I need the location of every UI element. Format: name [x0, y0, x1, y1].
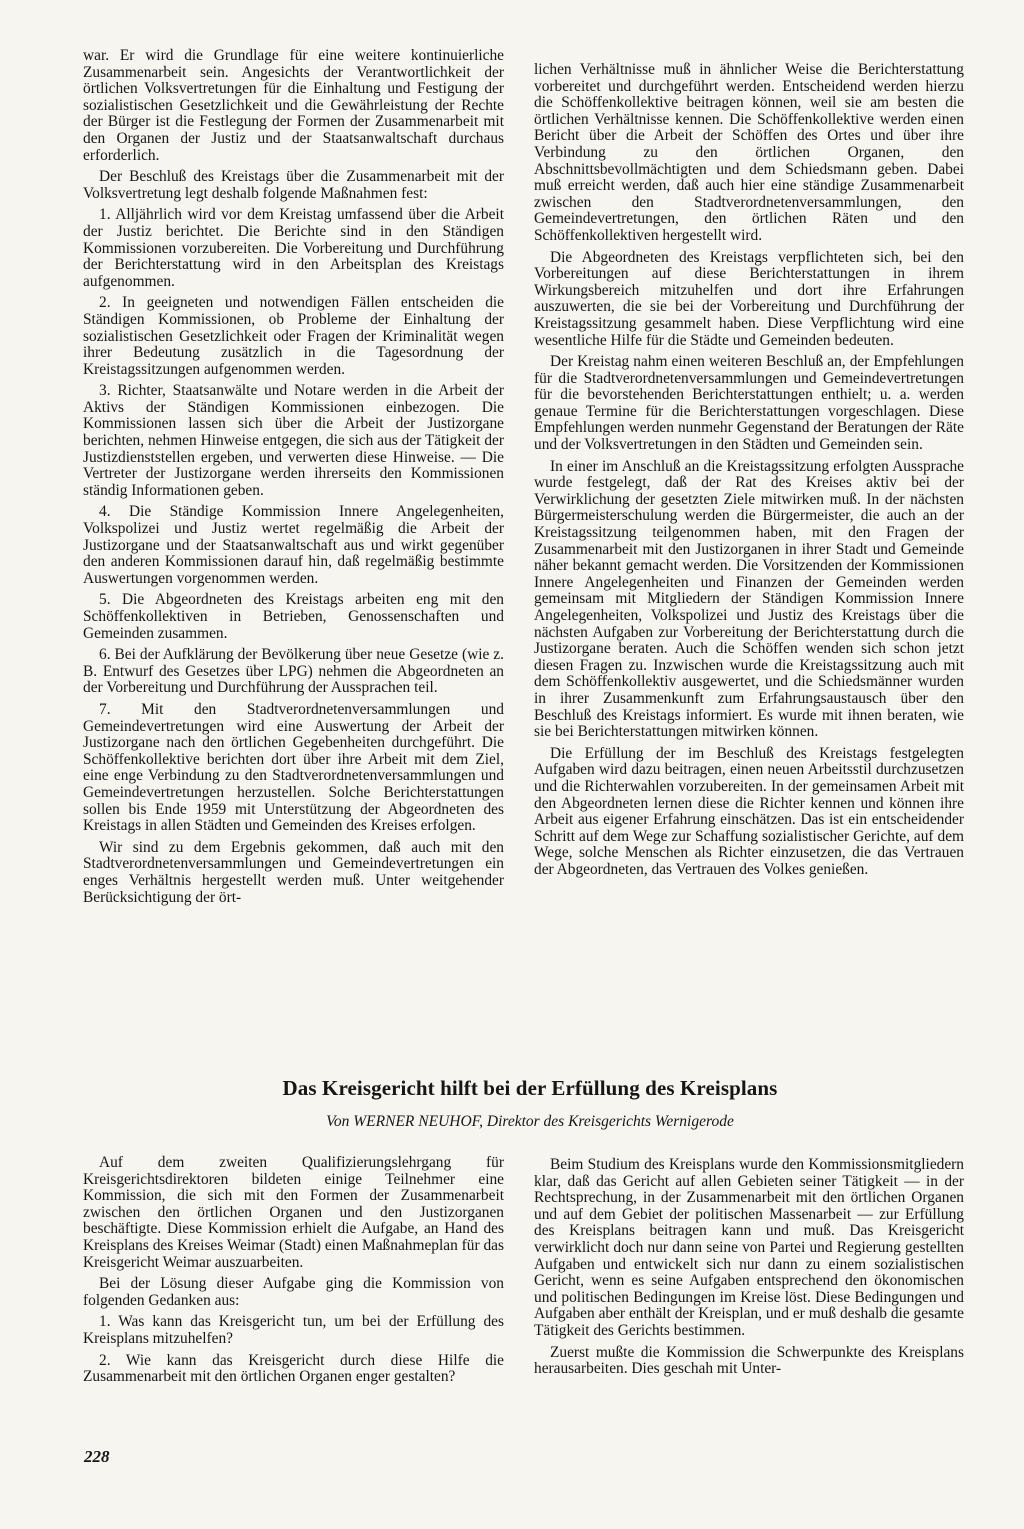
paragraph: war. Er wird die Grundlage für eine weitere kontinuierliche Zusammenarbeit sein. Angesichts der Verantwortlichkeit der örtlichen Volksvertretungen für die Einhaltung und Festigung der sozialistischen Gesetzlichkeit und die Gewährleistung der Rechte der Bürger ist die Festlegung der Formen der Zusammenarbeit mit den Organen der Justiz und der Staatsanwaltschaft durchaus erforderlich. — [83, 47, 504, 164]
paragraph: 4. Die Ständige Kommission Innere Angelegenheiten, Volkspolizei und Justiz wertet regelmäßig die Arbeit der Justizorgane und der Staatsanwaltschaft aus und wirkt gegenüber den anderen Kommissionen darauf hin, daß regelmäßig bestimmte Auswertungen vorgenommen werden. — [83, 503, 504, 587]
article-byline: Von WERNER NEUHOF, Direktor des Kreisgerichts Wernigerode — [326, 1113, 734, 1130]
paragraph: Die Abgeordneten des Kreistags verpflichteten sich, bei den Vorbereitungen auf diese Berichterstattungen in ihrem Wirkungsbereich mitzuhelfen und dort ihre Erfahrungen auszuwerten, die sie bei der Vorbereitung und Durchführung der Kreistagssitzung gesammelt haben. Diese Verpflichtung wird eine wesentliche Hilfe für die Städte und Gemeinden bedeuten. — [534, 248, 964, 349]
paragraph: 1. Was kann das Kreisgericht tun, um bei der Erfüllung des Kreisplans mitzuhelfen? — [83, 1313, 504, 1347]
paragraph: Wir sind zu dem Ergebnis gekommen, daß auch mit den Stadtverordnetenversammlungen und Gemeindevertretungen ein enges Verhältnis hergestellt werden muß. Unter weitgehender Berücksichtigung der ört- — [83, 838, 504, 906]
article-column-bottom-left — [83, 1155, 504, 1391]
paragraph: lichen Verhältnisse muß in ähnlicher Weise die Berichterstattung vorbereitet und durchgeführt werden. Entscheidend werden hierzu die Schöffenkollektive beitragen können, weil sie am besten die örtlichen Verhältnisse kennen. Die Schöffenkollektive werden einen Bericht über die Arbeit der Schöffen des Ortes und über ihre Verbindung zu den örtlichen Organen, den Abschnittsbevollmächtigten und dem Schiedsmann geben. Dabei muß erreicht werden, daß auch hier eine ständige Zusammenarbeit zwischen den Stadtverordnetenversammlungen, den Gemeindevertretungen, den örtlichen Räten und den Schöffenkollektiven hergestellt wird. — [534, 61, 964, 244]
article-column-top-left — [83, 48, 504, 911]
paragraph: 6. Bei der Aufklärung der Bevölkerung über neue Gesetze (wie z. B. Entwurf des Gesetzes über LPG) nehmen die Abgeordneten an der Vorbereitung und Durchführung der Aussprachen teil. — [83, 646, 504, 697]
paragraph: 3. Richter, Staatsanwälte und Notare werden in die Arbeit der Aktivs der Ständigen Kommissionen einbezogen. Die Kommissionen lassen sich über die Arbeit der Justizorgane berichten, nehmen Hinweise entgegen, die sich aus der Tätigkeit der Justizdienststellen ergeben, und verwerten diese Hinweise. — Die Vertreter der Justizorgane werden ihrerseits den Kommissionen ständig Informationen geben. — [83, 382, 504, 499]
paragraph: Der Kreistag nahm einen weiteren Beschluß an, der Empfehlungen für die Stadtverordnetenversammlungen und Gemeindevertretungen für die bevorstehenden Berichterstattungen enthielt; u. a. werden genaue Termine für die Berichterstattungen vorgeschlagen. Diese Empfehlungen werden nunmehr Gegenstand der Beratungen der Räte und der Volksvertretungen in den Städten und Gemeinden sein. — [534, 353, 964, 454]
paragraph: 7. Mit den Stadtverordnetenversammlungen und Gemeindevertretungen wird eine Auswertung der Arbeit der Justizorgane nach den örtlichen Gegebenheiten durchgeführt. Die Schöffenkollektive berichten dort über ihre Arbeit mit dem Ziel, eine enge Verbindung zu den Stadtverordnetenversammlungen und Gemeindevertretungen herzustellen. Solche Berichterstattungen sollen bis Ende 1959 mit Unterstützung der Abgeordneten des Kreistags in allen Städten und Gemeinden des Kreises erfolgen. — [83, 700, 504, 835]
paragraph: Auf dem zweiten Qualifizierungslehrgang für Kreisgerichtsdirektoren bildeten einige Teilnehmer eine Kommission, die sich mit den Formen der Zusammenarbeit zwischen den örtlichen Organen und den Justizorganen beschäftigte. Diese Kommission erhielt die Aufgabe, an Hand des Kreisplans des Kreises Weimar (Stadt) einen Maßnahmeplan für das Kreisgericht Weimar auszuarbeiten. — [83, 1154, 504, 1271]
page-number: 228 — [84, 1447, 110, 1466]
article-headline: Das Kreisgericht hilft bei der Erfüllung des Kreisplans — [282, 1076, 778, 1100]
paragraph: 2. In geeigneten und notwendigen Fällen entscheiden die Ständigen Kommissionen, ob Probleme der Einhaltung der sozialistischen Gesetzlichkeit oder Fragen der Kriminalität wegen ihrer Bedeutung zusätzlich in die Tagesordnung der Kreistagssitzungen aufgenommen werden. — [83, 294, 504, 378]
paragraph: Der Beschluß des Kreistags über die Zusammenarbeit mit der Volksvertretung legt deshalb folgende Maßnahmen fest: — [83, 168, 504, 202]
paragraph: Die Erfüllung der im Beschluß des Kreistags festgelegten Aufgaben wird dazu beitragen, einen neuen Arbeitsstil durchzusetzen und die Richterwahlen vorzubereiten. In der gemeinsamen Arbeit mit den Abgeordneten lernen diese die Richter kennen und können ihre Arbeit aus eigener Erfahrung einschätzen. Das ist ein entscheidender Schritt auf dem Wege zur Schaffung sozialistischer Gerichte, auf dem Wege, solche Menschen als Richter einzusetzen, die das Vertrauen der Abgeordneten, das Vertrauen des Volkes genießen. — [534, 744, 964, 878]
paragraph: 5. Die Abgeordneten des Kreistags arbeiten eng mit den Schöffenkollektiven in Betrieben, Genossenschaften und Gemeinden zusammen. — [83, 591, 504, 642]
paragraph: 1. Alljährlich wird vor dem Kreistag umfassend über die Arbeit der Justiz berichtet. Die Berichte sind in den Ständigen Kommissionen vorzubereiten. Die Vorbereitung und Durchführung der Berichterstattung wird in den Arbeitsplan des Kreistags aufgenommen. — [83, 206, 504, 290]
article-column-top-right — [534, 62, 964, 884]
paragraph: In einer im Anschluß an die Kreistagssitzung erfolgten Aussprache wurde festgelegt, daß der Rat des Kreises aktiv bei der Verwirklichung der gesetzten Ziele mitwirken muß. In der nächsten Bürgermeisterschulung werden die Bürgermeister, die auch an der Kreistagssitzung teilgenommen haben, mit den Fragen der Zusammenarbeit mit den Justizorganen in ihrer Stadt und Gemeinde näher bekannt gemacht werden. Die Vorsitzenden der Kommissionen Innere Angelegenheiten und Finanzen der Gemeinden werden gemeinsam mit Mitgliedern der Ständigen Kommission Innere Angelegenheiten, Volkspolizei und Justiz des Kreistags über die nächsten Aufgaben zur Vorbereitung der Berichterstattung durch die Justizorgane beraten. Auch die Schöffen wenden sich schon jetzt diesen Fragen zu. Inzwischen wurde die Kreistagssitzung auch mit dem Schöffenkollektiv ausgewertet, und die Schiedsmänner wurden in ihrer Zusammenkunft zum Erfahrungsaustausch über den Beschluß des Kreistags informiert. Es wurde mit ihnen beraten, wie sie bei Berichterstattungen mitwirken können. — [534, 457, 964, 741]
paragraph: 2. Wie kann das Kreisgericht durch diese Hilfe die Zusammenarbeit mit den örtlichen Organen enger gestalten? — [83, 1351, 504, 1386]
paragraph: Bei der Lösung dieser Aufgabe ging die Kommission von folgenden Gedanken aus: — [83, 1275, 504, 1309]
paragraph: Beim Studium des Kreisplans wurde den Kommissionsmitgliedern klar, daß das Gericht auf allen Gebieten seiner Tätigkeit — in der Rechtsprechung, in der Zusammenarbeit mit den örtlichen Organen und auf dem Gebiet der politischen Massenarbeit — zur Erfüllung des Kreisplans beitragen kann und muß. Das Kreisgericht verwirklicht doch nur dann seine von Partei und Regierung gestellten Aufgaben und entwickelt sich nur dann zu einem sozialistischen Gericht, wenn es seine Aufgaben entsprechend den ökonomischen und politischen Bedingungen im Kreise löst. Diese Bedingungen und Aufgaben aber enthält der Kreisplan, und er muß deshalb die gesamte Tätigkeit des Gerichts bestimmen. — [534, 1156, 964, 1339]
article-column-bottom-right — [534, 1157, 964, 1383]
paragraph: Zuerst mußte die Kommission die Schwerpunkte des Kreisplans herausarbeiten. Dies geschah mit Unter- — [534, 1343, 964, 1378]
